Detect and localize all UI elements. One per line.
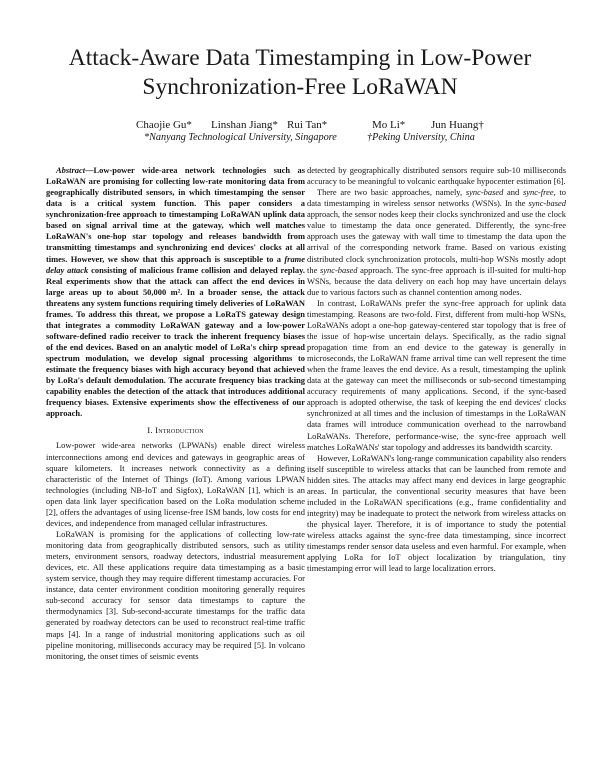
right-column xyxy=(307,165,566,574)
title-line-2: Synchronization-Free LoRaWAN xyxy=(142,74,458,100)
paper-title xyxy=(40,44,560,102)
author-list xyxy=(0,118,600,132)
author-name: Mo Li* xyxy=(372,119,406,131)
author-name: Jun Huang† xyxy=(431,119,484,131)
abstract-label: Abstract xyxy=(56,165,86,175)
section-number: I. xyxy=(147,425,153,436)
body-paragraph: detected by geographically distributed sensors require sub-10 milliseconds accuracy to be meaningful to volcanic earthquake hypocenter estimation [6]. xyxy=(307,165,566,187)
author-name: Linshan Jiang* xyxy=(211,119,278,131)
author-name: Rui Tan* xyxy=(287,119,328,131)
abstract xyxy=(46,165,305,419)
affiliation: *Nanyang Technological University, Singapore xyxy=(144,132,337,143)
body-paragraph: There are two basic approaches, namely, sync-based and sync-free, to data timestamping in wireless sensor networks (WSNs). In the sync-based approach, the sensor nodes keep their clocks synchronized and use the clock value to timestamp the data once generated. Differently, the sync-free approach uses the gateway with wall time to timestamp the data upon the arrival of the corresponding network frame. Based on various existing distributed clock synchronization protocols, multi-hop WSNs mostly adopt the sync-based approach. The sync-free approach is ill-suited for multi-hop WSNs, because the data delivery on each hop may have uncertain delays due to various factors such as channel contention among nodes. xyxy=(307,187,567,297)
section-title: Introduction xyxy=(155,425,204,436)
abstract-text: —Low-power wide-area network technologies such as LoRaWAN are promising for collecting low-rate monitoring data from geographically distributed sensors, in which timestamping the sensor data is a critical system function. This paper considers a synchronization-free approach to timestamping LoRaWAN uplink data based on signal arrival time at the gateway, which well matches LoRaWAN's one-hop star topology and releases bandwidth from transmitting timestamps and synchronizing end devices' clocks at all times. However, we show that this approach is susceptible to a frame delay attack consisting of malicious frame collision and delayed replay. Real experiments show that the attack can affect the end devices in large areas up to about 50,000 m². In a broader sense, the attack threatens any system functions requiring timely deliveries of LoRaWAN frames. To address this threat, we propose a LoRaTS gateway design that integrates a commodity LoRaWAN gateway and a low-power software-defined radio receiver to track the inherent frequency biases of the end devices. Based on an analytic model of LoRa's chirp spread spectrum modulation, we develop signal processing algorithms to estimate the frequency biases with high accuracy beyond that achieved by LoRa's default demodulation. The accurate frequency bias tracking capability enables the detection of the attack that introduces additional frequency biases. Extensive experiments show the effectiveness of our approach. xyxy=(46,165,305,419)
body-paragraph: Low-power wide-area networks (LPWANs) enable direct wireless interconnections among end devices and gateways in geographic areas of square kilometers. It increases network connectivity as a defining characteristic of the Internet of Things (IoT). Among various LPWAN technologies (including NB-IoT and Sigfox), LoRaWAN [1], which is an open data link layer specification based on the LoRa modulation scheme [2], offers the advantages of using license-free ISM bands, low costs for end devices, and independence from managed cellular infrastructures. xyxy=(46,440,305,528)
body-paragraph: LoRaWAN is promising for the applications of collecting low-rate monitoring data from geographically distributed sensors, such as utility meters, environment sensors, roadway detectors, industrial measurement devices, etc. All these applications require data timestamping as a basic system service, though they may require different timestamp accuracies. For instance, data center environment condition monitoring generally requires sub-second accuracy for sensor data timestamps to capture the thermodynamics [3]. Sub-second-accurate timestamps for the traffic data generated by roadway detectors can be used to reconstruct real-time traffic maps [4]. In a range of industrial monitoring applications such as oil pipeline monitoring, milliseconds accuracy may be required [5]. In volcano monitoring, the onset times of seismic events xyxy=(46,528,305,661)
affiliation: †Peking University, China xyxy=(367,132,475,143)
body-paragraph: In contrast, LoRaWANs prefer the sync-free approach for uplink data timestamping. Reasons are two-fold. First, different from multi-hop WSNs, LoRaWANs adopt a one-hop gateway-centered star topology that is free of the issue of hop-wise uncertain delays. Specifically, as the radio signal propagation time from an end device to the gateway is generally in microseconds, the LoRaWAN frame arrival time can well represent the time when the frame leaves the end device. As a result, timestamping the uplink data at the gateway can meet the milliseconds or sub-second timestamping accuracy requirements of many applications. Second, if the sync-based approach is adopted otherwise, the task of keeping the end devices' clocks synchronized at all times and the inclusion of timestamps in the LoRaWAN data frames will introduce communication overhead to the narrowband LoRaWANs. Therefore, performance-wise, the sync-free approach well matches LoRaWANs' star topology and addresses its bandwidth scarcity. xyxy=(307,297,566,452)
left-column xyxy=(46,165,305,662)
author-name: Chaojie Gu* xyxy=(136,119,192,131)
affiliation-list xyxy=(0,131,600,144)
section-heading xyxy=(46,425,305,436)
body-paragraph: However, LoRaWAN's long-range communication capability also renders itself susceptible to wireless attacks that can be launched from remote and hidden sites. The attacks may affect many end devices in large geographic areas. In particular, the conventional security measures that have been included in the LoRaWAN specifications (e.g., frame confidentiality and integrity) may be inadequate to protect the network from wireless attacks on the physical layer. Therefore, it is of importance to study the potential wireless attacks against the sync-free data timestamping, since incorrect timestamps render sensor data useless and even harmful. For example, when applying LoRa for IoT object localization by triangulation, tiny timestamping error will lead to large localization errors. xyxy=(307,452,566,574)
title-line-1: Attack-Aware Data Timestamping in Low-Power xyxy=(68,45,532,71)
